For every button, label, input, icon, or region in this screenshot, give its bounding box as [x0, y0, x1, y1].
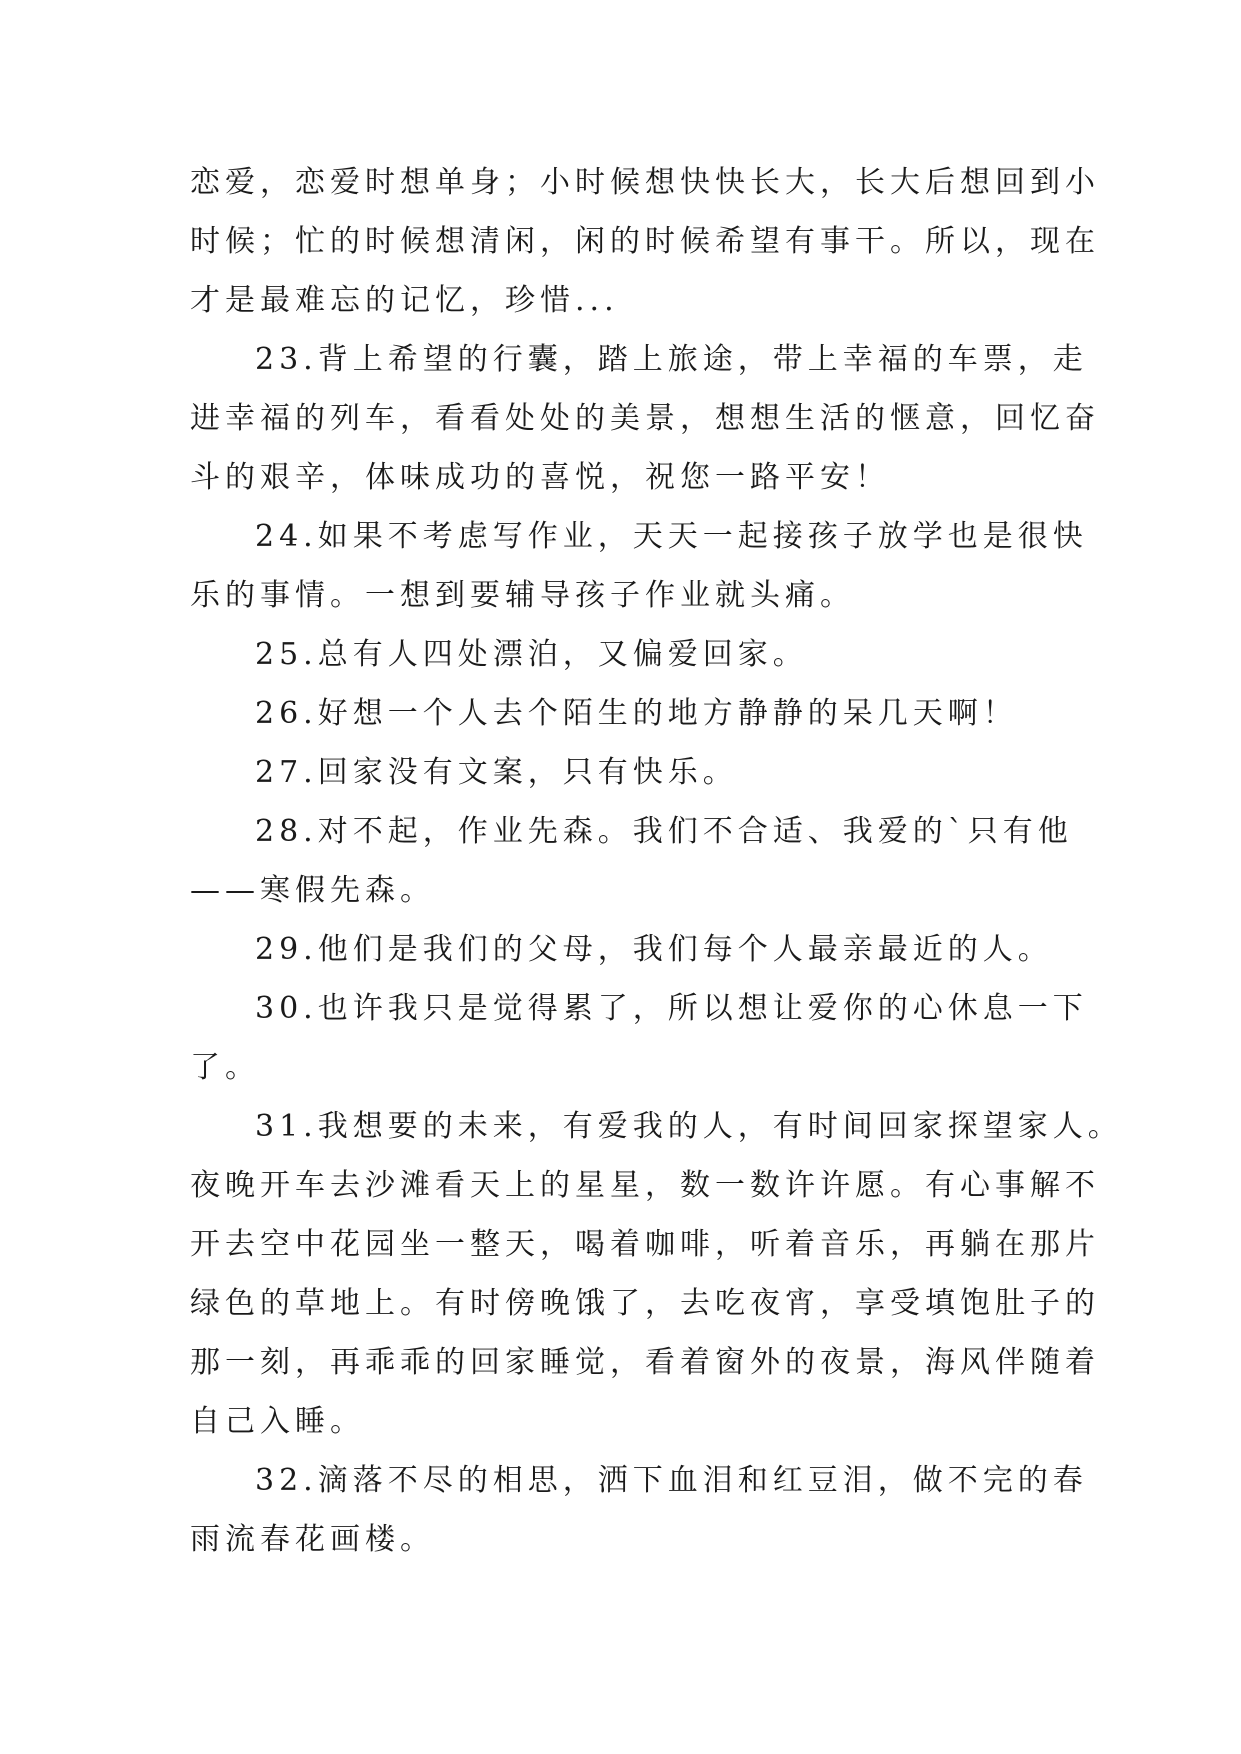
text-line: 乐的事情。一想到要辅导孩子作业就头痛。: [190, 578, 855, 613]
text-line: 开去空中花园坐一整天，喝着咖啡，听着音乐，再躺在那片: [190, 1227, 1100, 1262]
text-line: 进幸福的列车，看看处处的美景，想想生活的惬意，回忆奋: [190, 401, 1100, 436]
item-27-line: 27.回家没有文案，只有快乐。: [255, 755, 738, 790]
item-23-line: 23.背上希望的行囊，踏上旅途，带上幸福的车票，走: [255, 342, 1088, 377]
item-25-line: 25.总有人四处漂泊，又偏爱回家。: [255, 637, 808, 672]
text-line: 恋爱，恋爱时想单身；小时候想快快长大，长大后想回到小: [190, 165, 1100, 200]
item-32-line: 32.滴落不尽的相思，洒下血泪和红豆泪，做不完的春: [255, 1463, 1088, 1498]
item-24-line: 24.如果不考虑写作业，天天一起接孩子放学也是很快: [255, 519, 1088, 554]
text-line: 雨流春花画楼。: [190, 1522, 435, 1557]
item-29-line: 29.他们是我们的父母，我们每个人最亲最近的人。: [255, 932, 1053, 967]
text-line: 那一刻，再乖乖的回家睡觉，看着窗外的夜景，海风伴随着: [190, 1345, 1100, 1380]
text-line: 斗的艰辛，体味成功的喜悦，祝您一路平安！: [190, 460, 890, 495]
text-line: 时候；忙的时候想清闲，闲的时候希望有事干。所以，现在: [190, 224, 1100, 259]
text-line: 了。: [190, 1050, 260, 1085]
item-30-line: 30.也许我只是觉得累了，所以想让爱你的心休息一下: [255, 991, 1088, 1026]
text-line: 绿色的草地上。有时傍晚饿了，去吃夜宵，享受填饱肚子的: [190, 1286, 1100, 1321]
text-line: ——寒假先森。: [190, 873, 435, 908]
text-line: 才是最难忘的记忆，珍惜...: [190, 283, 619, 318]
item-31-line: 31.我想要的未来，有爱我的人，有时间回家探望家人。: [255, 1109, 1123, 1144]
item-26-line: 26.好想一个人去个陌生的地方静静的呆几天啊！: [255, 696, 1018, 731]
text-line: 夜晚开车去沙滩看天上的星星，数一数许许愿。有心事解不: [190, 1168, 1100, 1203]
item-28-line: 28.对不起，作业先森。我们不合适、我爱的`只有他: [255, 814, 1073, 849]
text-line: 自己入睡。: [190, 1404, 365, 1439]
